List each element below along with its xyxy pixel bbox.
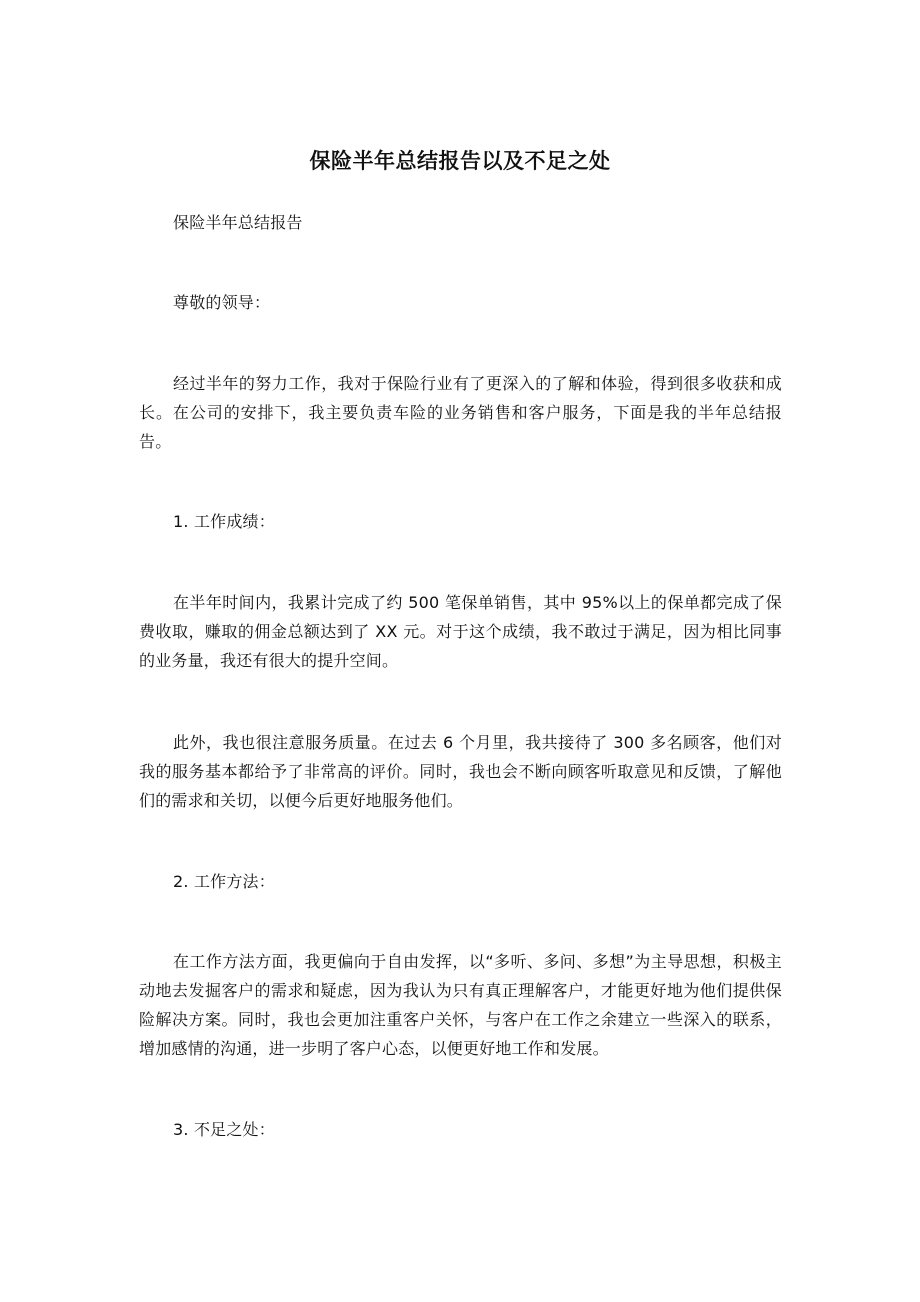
section-heading-shortcomings: 3. 不足之处： xyxy=(173,1120,275,1139)
intro-paragraph: 经过半年的努力工作，我对于保险行业有了更深入的了解和体验，得到很多收获和成长。在公司的安排下，我主要负责车险的业务销售和客户服务，下面是我的半年总结报告。 xyxy=(139,374,782,451)
document-title: 保险半年总结报告以及不足之处 xyxy=(309,149,611,174)
section-heading-methods: 2. 工作方法： xyxy=(173,872,275,891)
service-paragraph: 此外，我也很注意服务质量。在过去 6 个月里，我共接待了 300 多名顾客，他们对我的服务基本都给予了非常高的评价。同时，我也会不断向顾客听取意见和反馈，了解他们的需求和关切，以便今后更好地服务他们。 xyxy=(139,733,782,810)
report-subtitle: 保险半年总结报告 xyxy=(173,213,303,232)
salutation: 尊敬的领导： xyxy=(173,293,271,312)
achievements-paragraph: 在半年时间内，我累计完成了约 500 笔保单销售，其中 95%以上的保单都完成了保费收取，赚取的佣金总额达到了 XX 元。对于这个成绩，我不敢过于满足，因为相比同事的业务量，我还有很大的提升空间。 xyxy=(139,593,782,670)
section-heading-achievements: 1. 工作成绩： xyxy=(173,512,275,531)
methods-paragraph: 在工作方法方面，我更偏向于自由发挥，以“多听、多问、多想”为主导思想，积极主动地去发掘客户的需求和疑虑，因为我认为只有真正理解客户，才能更好地为他们提供保险解决方案。同时，我也会更加注重客户关怀，与客户在工作之余建立一些深入的联系，增加感情的沟通，进一步明了客户心态，以便更好地工作和发展。 xyxy=(139,952,782,1058)
